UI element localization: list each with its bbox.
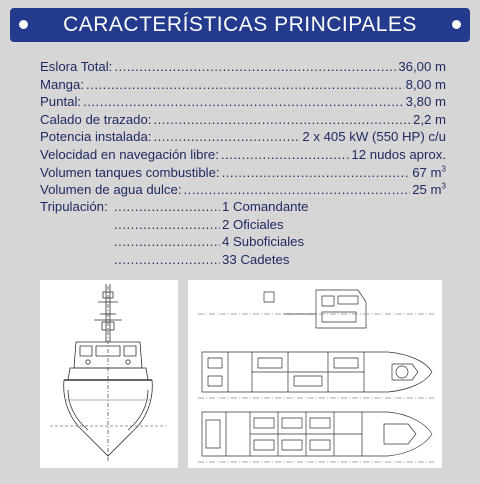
title-banner [10,8,470,42]
spec-row [40,76,446,94]
crew-row [40,216,309,234]
crew-label: Tripulación: [40,199,108,214]
spec-value: 8,00 m [405,76,446,92]
page-title: CARACTERÍSTICAS PRINCIPALES [63,13,417,36]
crew-row [40,198,309,216]
spec-label: Eslora Total: [40,59,113,74]
boat-deck-plans-drawing [188,280,442,468]
crew-value: 33 Cadetes [222,251,290,267]
spec-row [40,58,446,76]
spec-value: 12 nudos aprox. [351,146,446,162]
leader-dots [222,164,411,182]
spec-value-text: 25 m [412,182,442,198]
spec-row [40,146,446,164]
spec-value [412,164,446,182]
superscript: 3 [441,181,446,191]
spec-label: Volumen tanques combustible: [40,164,220,180]
spec-value: 2,2 m [413,111,446,127]
spec-label: Volumen de agua dulce: [40,182,182,198]
crew-row [40,233,309,251]
leader-dots [114,198,220,216]
leader-dots [86,76,404,94]
crew-value: 2 Oficiales [222,216,284,232]
spec-value-text: 67 m [412,164,442,180]
leader-dots [184,181,411,199]
crew-value: 1 Comandante [222,199,309,214]
spec-value [412,181,446,199]
crew-indent [40,233,114,251]
spec-row [40,93,446,111]
spec-value: 3,80 m [405,94,446,110]
leader-dots [153,128,300,146]
leader-dots [83,93,404,111]
crew-indent [40,251,114,269]
leader-dots [114,233,220,251]
crew-value: 4 Suboficiales [222,234,305,250]
spec-label: Calado de trazado: [40,111,152,127]
specs-list [40,58,446,199]
superscript: 3 [441,164,446,174]
leader-dots [114,58,396,76]
spec-row [40,181,446,199]
leader-dots [114,216,220,234]
spec-row [40,111,446,129]
boat-front-elevation-drawing [40,280,178,468]
crew-indent [40,216,114,234]
leader-dots [114,251,220,269]
spec-label: Potencia instalada: [40,129,152,145]
spec-row [40,164,446,182]
leader-dots [153,111,411,129]
leader-dots [221,146,350,164]
banner-dot-right [452,20,461,29]
crew-list [40,198,309,268]
spec-value: 36,00 m [398,59,446,74]
crew-row [40,251,309,269]
spec-label: Velocidad en navegación libre: [40,146,219,162]
spec-label: Manga: [40,76,84,92]
spec-row [40,128,446,146]
spec-value: 2 x 405 kW (550 HP) c/u [302,129,446,145]
spec-label: Puntal: [40,94,82,110]
